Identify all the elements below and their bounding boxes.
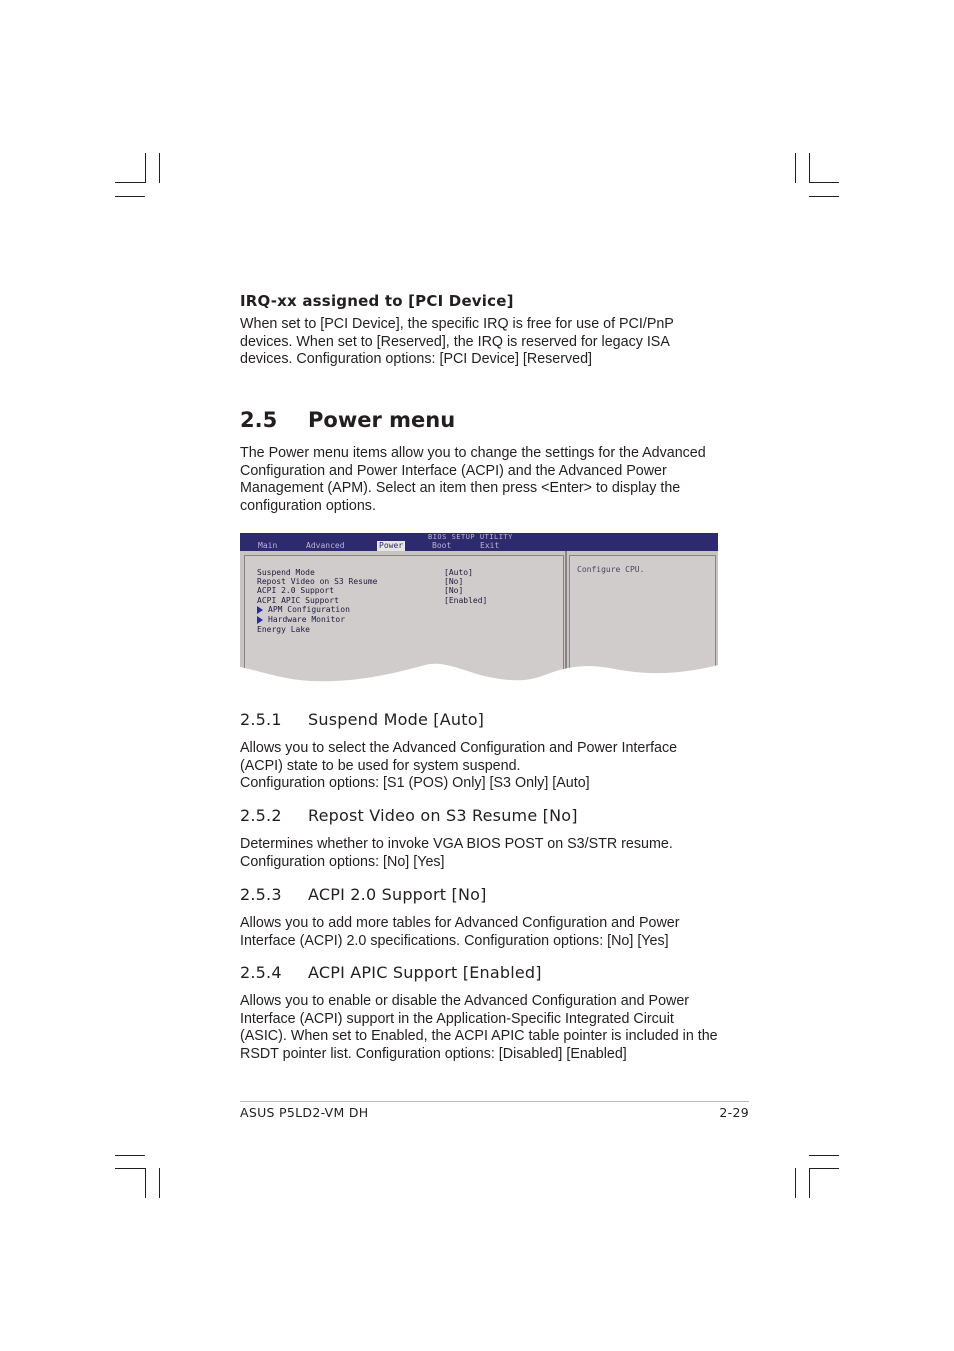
crop-mark [115,1155,145,1156]
submenu-arrow-icon [257,606,263,614]
bios-item-energy-lake: Energy Lake [257,625,310,634]
crop-mark [159,1168,160,1198]
bios-item-repost-video: Repost Video on S3 Resume [257,577,378,586]
crop-mark [809,196,839,197]
bios-menu-bar [240,533,718,551]
section-title: 2.5 Power menu [240,408,456,432]
bios-help-text: Configure CPU. [577,565,645,574]
subsection-body-acpi-2-support: Allows you to add more tables for Advanced Configuration and Power Interface (ACPI) 2.0 specifications. Configuration options: [No] [Yes] [240,915,680,949]
subsection-body-acpi-apic-support: Allows you to enable or disable the Advanced Configuration and Power Interface (ACPI) support in the Application-Specific Integrated Circuit (ASIC). When set to Enabled, the ACPI APIC table pointer is included in the RSDT pointer list. Configuration options: [Disabled] [Enabled] [240,993,718,1062]
subsection-body-repost-video: Determines whether to invoke VGA BIOS POST on S3/STR resume. Configuration options: [No] [Yes] [240,836,673,870]
footer-page-number: 2-29 [719,1105,749,1120]
bios-tab-exit: Exit [480,541,500,550]
bios-value-acpi-2-support: [No] [444,586,464,595]
bios-screenshot [240,533,718,685]
bios-value-suspend-mode: [Auto] [444,568,473,577]
crop-mark [809,1155,839,1156]
subsection-heading-acpi-2-support: 2.5.3 ACPI 2.0 Support [No] [240,885,487,904]
crop-mark [809,182,839,183]
bios-tab-power: Power [379,541,404,550]
irq-description: When set to [PCI Device], the specific IRQ is free for use of PCI/PnP devices. When set to [Reserved], the IRQ is reserved for legacy ISA devices. Configuration options: [PCI Device] [Reserved] [240,316,674,368]
subsection-heading-suspend-mode: 2.5.1 Suspend Mode [Auto] [240,710,485,729]
bios-item-suspend-mode: Suspend Mode [257,568,315,577]
crop-mark [145,1168,146,1198]
crop-mark [809,1168,839,1169]
bios-item-acpi-2-support: ACPI 2.0 Support [257,586,335,595]
crop-mark [115,182,145,183]
crop-mark [795,153,796,183]
bios-submenu-hardware-monitor: Hardware Monitor [268,615,346,624]
bios-submenu-apm-configuration: APM Configuration [268,605,350,614]
torn-edge-graphic [240,657,718,685]
crop-mark [809,153,810,183]
submenu-arrow-icon [257,616,263,624]
bios-value-acpi-apic-support: [Enabled] [444,596,488,605]
bios-value-repost-video: [No] [444,577,464,586]
crop-mark [159,153,160,183]
bios-tab-boot: Boot [432,541,452,550]
irq-heading: IRQ-xx assigned to [PCI Device] [240,292,514,310]
crop-mark [809,1168,810,1198]
bios-title: BIOS SETUP UTILITY [428,533,513,541]
crop-mark [115,1168,145,1169]
subsection-heading-repost-video: 2.5.2 Repost Video on S3 Resume [No] [240,806,578,825]
subsection-body-suspend-mode: Allows you to select the Advanced Configuration and Power Interface (ACPI) state to be used for system suspend. Configuration options: [S1 (POS) Only] [S3 Only] [Auto] [240,740,678,792]
section-intro: The Power menu items allow you to change the settings for the Advanced Configuration and Power Interface (ACPI) and the Advanced Power Management (APM). Select an item then press <Enter> to display the configuration options. [240,445,706,514]
crop-mark [115,196,145,197]
subsection-heading-acpi-apic-support: 2.5.4 ACPI APIC Support [Enabled] [240,963,542,982]
bios-tab-advanced: Advanced [306,541,345,550]
bios-item-acpi-apic-support: ACPI APIC Support [257,596,339,605]
footer-rule [240,1101,749,1102]
crop-mark [145,153,146,183]
footer-product-name: ASUS P5LD2-VM DH [240,1105,369,1120]
crop-mark [795,1168,796,1198]
bios-tab-main: Main [258,541,278,550]
